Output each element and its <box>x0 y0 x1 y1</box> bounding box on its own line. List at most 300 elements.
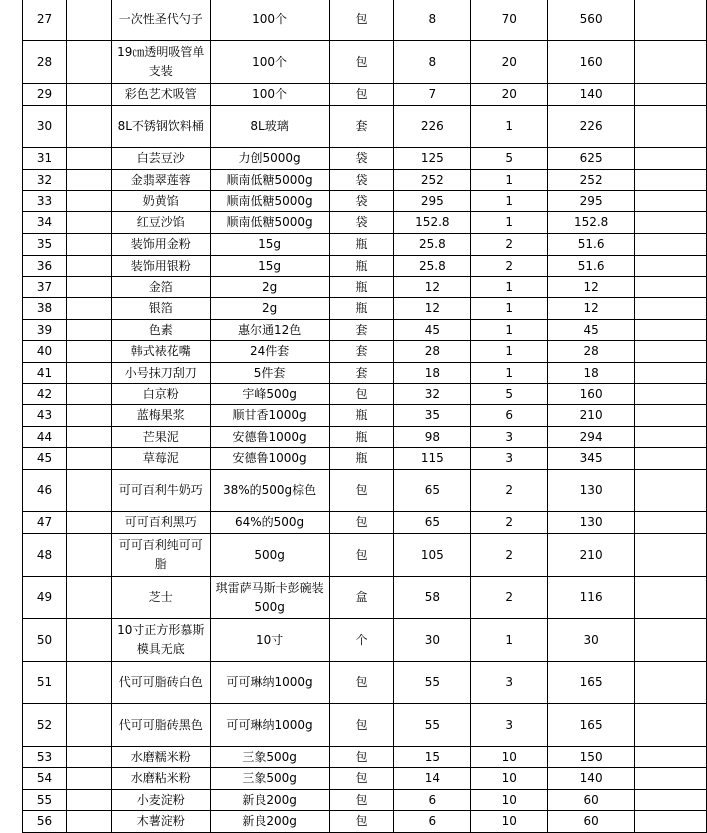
item-unit: 瓶 <box>329 298 394 320</box>
unit-price: 45 <box>394 320 471 341</box>
table-row <box>23 84 707 106</box>
blank-cell <box>66 662 111 704</box>
unit-price: 55 <box>394 662 471 704</box>
item-name: 装饰用银粉 <box>111 256 210 277</box>
item-unit: 包 <box>329 790 394 811</box>
unit-price: 65 <box>394 512 471 534</box>
quantity: 2 <box>471 256 548 277</box>
item-unit: 套 <box>329 341 394 363</box>
remark-cell <box>635 341 707 363</box>
remark-cell <box>635 512 707 534</box>
total-amount: 116 <box>548 577 635 619</box>
total-amount: 252 <box>548 170 635 191</box>
blank-cell <box>66 170 111 191</box>
quantity: 10 <box>471 790 548 811</box>
unit-price: 98 <box>394 427 471 448</box>
unit-price: 15 <box>394 747 471 768</box>
quantity: 1 <box>471 277 548 298</box>
remark-cell <box>635 405 707 427</box>
table-row <box>23 234 707 256</box>
table-row <box>23 448 707 470</box>
total-amount: 210 <box>548 534 635 577</box>
item-name: 10寸正方形慕斯模具无底 <box>111 619 210 662</box>
total-amount: 130 <box>548 470 635 512</box>
item-unit: 包 <box>329 662 394 704</box>
item-spec: 新良200g <box>210 811 329 833</box>
total-amount: 12 <box>548 277 635 298</box>
quantity: 1 <box>471 170 548 191</box>
quantity: 1 <box>471 363 548 384</box>
row-number: 31 <box>23 148 67 170</box>
item-name: 可可百利黑巧 <box>111 512 210 534</box>
quantity: 10 <box>471 768 548 790</box>
item-name: 木薯淀粉 <box>111 811 210 833</box>
unit-price: 125 <box>394 148 471 170</box>
remark-cell <box>635 277 707 298</box>
item-name: 红豆沙馅 <box>111 212 210 234</box>
table-row <box>23 747 707 768</box>
unit-price: 25.8 <box>394 234 471 256</box>
row-number: 43 <box>23 405 67 427</box>
item-spec: 三象500g <box>210 768 329 790</box>
quantity: 1 <box>471 320 548 341</box>
blank-cell <box>66 470 111 512</box>
remark-cell <box>635 619 707 662</box>
remark-cell <box>635 106 707 148</box>
item-name: 芒果泥 <box>111 427 210 448</box>
blank-cell <box>66 234 111 256</box>
quantity: 3 <box>471 662 548 704</box>
item-spec: 15g <box>210 256 329 277</box>
total-amount: 345 <box>548 448 635 470</box>
item-unit: 盒 <box>329 577 394 619</box>
remark-cell <box>635 148 707 170</box>
blank-cell <box>66 790 111 811</box>
quantity: 2 <box>471 512 548 534</box>
row-number: 41 <box>23 363 67 384</box>
blank-cell <box>66 148 111 170</box>
total-amount: 140 <box>548 768 635 790</box>
item-unit: 瓶 <box>329 405 394 427</box>
item-spec: 惠尔通12色 <box>210 320 329 341</box>
remark-cell <box>635 384 707 405</box>
blank-cell <box>66 298 111 320</box>
item-unit: 瓶 <box>329 234 394 256</box>
item-name: 代可可脂砖白色 <box>111 662 210 704</box>
item-unit: 包 <box>329 470 394 512</box>
unit-price: 6 <box>394 811 471 833</box>
item-unit: 袋 <box>329 191 394 212</box>
remark-cell <box>635 41 707 84</box>
unit-price: 226 <box>394 106 471 148</box>
item-spec: 38%的500g棕色 <box>210 470 329 512</box>
unit-price: 115 <box>394 448 471 470</box>
remark-cell <box>635 577 707 619</box>
row-number: 47 <box>23 512 67 534</box>
blank-cell <box>66 212 111 234</box>
unit-price: 252 <box>394 170 471 191</box>
item-spec: 100个 <box>210 41 329 84</box>
table-row <box>23 363 707 384</box>
item-name: 彩色艺术吸管 <box>111 84 210 106</box>
unit-price: 8 <box>394 41 471 84</box>
unit-price: 30 <box>394 619 471 662</box>
total-amount: 165 <box>548 662 635 704</box>
row-number: 33 <box>23 191 67 212</box>
item-spec: 8L玻璃 <box>210 106 329 148</box>
total-amount: 18 <box>548 363 635 384</box>
row-number: 46 <box>23 470 67 512</box>
table-row <box>23 405 707 427</box>
table-row <box>23 170 707 191</box>
remark-cell <box>635 470 707 512</box>
remark-cell <box>635 747 707 768</box>
item-spec: 64%的500g <box>210 512 329 534</box>
item-unit: 袋 <box>329 170 394 191</box>
item-unit: 瓶 <box>329 448 394 470</box>
purchase-table <box>22 0 707 833</box>
total-amount: 294 <box>548 427 635 448</box>
item-name: 一次性圣代勺子 <box>111 0 210 41</box>
table-row <box>23 662 707 704</box>
unit-price: 25.8 <box>394 256 471 277</box>
item-name: 19㎝透明吸管单支装 <box>111 41 210 84</box>
row-number: 34 <box>23 212 67 234</box>
item-name: 代可可脂砖黑色 <box>111 704 210 747</box>
quantity: 1 <box>471 212 548 234</box>
row-number: 51 <box>23 662 67 704</box>
table-row <box>23 341 707 363</box>
remark-cell <box>635 448 707 470</box>
table-row <box>23 148 707 170</box>
blank-cell <box>66 41 111 84</box>
blank-cell <box>66 277 111 298</box>
unit-price: 8 <box>394 0 471 41</box>
remark-cell <box>635 811 707 833</box>
item-spec: 琪雷萨马斯卡彭碗装500g <box>210 577 329 619</box>
total-amount: 45 <box>548 320 635 341</box>
item-spec: 宇峰500g <box>210 384 329 405</box>
item-spec: 100个 <box>210 84 329 106</box>
row-number: 37 <box>23 277 67 298</box>
quantity: 1 <box>471 341 548 363</box>
table-body <box>23 0 707 833</box>
unit-price: 35 <box>394 405 471 427</box>
unit-price: 55 <box>394 704 471 747</box>
total-amount: 130 <box>548 512 635 534</box>
quantity: 5 <box>471 384 548 405</box>
blank-cell <box>66 384 111 405</box>
table-row <box>23 577 707 619</box>
item-name: 小号抹刀刮刀 <box>111 363 210 384</box>
row-number: 50 <box>23 619 67 662</box>
quantity: 1 <box>471 191 548 212</box>
row-number: 36 <box>23 256 67 277</box>
row-number: 55 <box>23 790 67 811</box>
row-number: 49 <box>23 577 67 619</box>
total-amount: 140 <box>548 84 635 106</box>
total-amount: 226 <box>548 106 635 148</box>
unit-price: 28 <box>394 341 471 363</box>
remark-cell <box>635 234 707 256</box>
row-number: 39 <box>23 320 67 341</box>
blank-cell <box>66 577 111 619</box>
item-spec: 安德鲁1000g <box>210 427 329 448</box>
row-number: 40 <box>23 341 67 363</box>
blank-cell <box>66 747 111 768</box>
row-number: 54 <box>23 768 67 790</box>
blank-cell <box>66 534 111 577</box>
item-unit: 套 <box>329 363 394 384</box>
total-amount: 152.8 <box>548 212 635 234</box>
blank-cell <box>66 619 111 662</box>
unit-price: 105 <box>394 534 471 577</box>
item-spec: 15g <box>210 234 329 256</box>
item-name: 可可百利纯可可脂 <box>111 534 210 577</box>
table-row <box>23 212 707 234</box>
item-unit: 袋 <box>329 212 394 234</box>
blank-cell <box>66 768 111 790</box>
row-number: 28 <box>23 41 67 84</box>
unit-price: 32 <box>394 384 471 405</box>
total-amount: 165 <box>548 704 635 747</box>
item-spec: 2g <box>210 277 329 298</box>
item-unit: 包 <box>329 84 394 106</box>
quantity: 2 <box>471 470 548 512</box>
item-spec: 10寸 <box>210 619 329 662</box>
item-name: 白京粉 <box>111 384 210 405</box>
quantity: 20 <box>471 41 548 84</box>
remark-cell <box>635 662 707 704</box>
row-number: 45 <box>23 448 67 470</box>
item-unit: 包 <box>329 768 394 790</box>
total-amount: 30 <box>548 619 635 662</box>
table-row <box>23 768 707 790</box>
blank-cell <box>66 320 111 341</box>
item-name: 金翡翠莲蓉 <box>111 170 210 191</box>
row-number: 32 <box>23 170 67 191</box>
item-unit: 包 <box>329 0 394 41</box>
table-row <box>23 811 707 833</box>
item-name: 金箔 <box>111 277 210 298</box>
total-amount: 625 <box>548 148 635 170</box>
table-row <box>23 0 707 41</box>
row-number: 29 <box>23 84 67 106</box>
item-unit: 包 <box>329 534 394 577</box>
item-unit: 袋 <box>329 148 394 170</box>
item-name: 装饰用金粉 <box>111 234 210 256</box>
quantity: 1 <box>471 106 548 148</box>
item-unit: 瓶 <box>329 427 394 448</box>
unit-price: 12 <box>394 277 471 298</box>
unit-price: 18 <box>394 363 471 384</box>
total-amount: 12 <box>548 298 635 320</box>
item-name: 可可百利牛奶巧 <box>111 470 210 512</box>
item-name: 水磨糯米粉 <box>111 747 210 768</box>
item-spec: 可可琳纳1000g <box>210 704 329 747</box>
table-row <box>23 298 707 320</box>
remark-cell <box>635 790 707 811</box>
total-amount: 51.6 <box>548 234 635 256</box>
table-row <box>23 384 707 405</box>
item-unit: 包 <box>329 384 394 405</box>
item-spec: 顺甘香1000g <box>210 405 329 427</box>
remark-cell <box>635 298 707 320</box>
blank-cell <box>66 191 111 212</box>
quantity: 2 <box>471 234 548 256</box>
table-row <box>23 790 707 811</box>
blank-cell <box>66 704 111 747</box>
item-unit: 套 <box>329 106 394 148</box>
item-spec: 力创5000g <box>210 148 329 170</box>
table-row <box>23 41 707 84</box>
quantity: 10 <box>471 811 548 833</box>
unit-price: 65 <box>394 470 471 512</box>
item-spec: 顺南低糖5000g <box>210 170 329 191</box>
quantity: 20 <box>471 84 548 106</box>
remark-cell <box>635 84 707 106</box>
table-row <box>23 277 707 298</box>
total-amount: 60 <box>548 811 635 833</box>
quantity: 1 <box>471 619 548 662</box>
blank-cell <box>66 811 111 833</box>
item-name: 水磨粘米粉 <box>111 768 210 790</box>
table-row <box>23 470 707 512</box>
remark-cell <box>635 191 707 212</box>
item-spec: 5件套 <box>210 363 329 384</box>
remark-cell <box>635 704 707 747</box>
blank-cell <box>66 512 111 534</box>
remark-cell <box>635 427 707 448</box>
item-spec: 顺南低糖5000g <box>210 191 329 212</box>
table-row <box>23 619 707 662</box>
table-row <box>23 106 707 148</box>
quantity: 2 <box>471 534 548 577</box>
quantity: 3 <box>471 704 548 747</box>
item-spec: 安德鲁1000g <box>210 448 329 470</box>
unit-price: 7 <box>394 84 471 106</box>
remark-cell <box>635 0 707 41</box>
row-number: 38 <box>23 298 67 320</box>
item-spec: 新良200g <box>210 790 329 811</box>
item-spec: 2g <box>210 298 329 320</box>
blank-cell <box>66 448 111 470</box>
blank-cell <box>66 84 111 106</box>
item-unit: 包 <box>329 512 394 534</box>
table-row <box>23 191 707 212</box>
total-amount: 60 <box>548 790 635 811</box>
table-row <box>23 704 707 747</box>
row-number: 56 <box>23 811 67 833</box>
item-spec: 24件套 <box>210 341 329 363</box>
quantity: 70 <box>471 0 548 41</box>
blank-cell <box>66 256 111 277</box>
unit-price: 152.8 <box>394 212 471 234</box>
remark-cell <box>635 534 707 577</box>
total-amount: 295 <box>548 191 635 212</box>
item-name: 草莓泥 <box>111 448 210 470</box>
remark-cell <box>635 768 707 790</box>
quantity: 5 <box>471 148 548 170</box>
item-spec: 100个 <box>210 0 329 41</box>
unit-price: 58 <box>394 577 471 619</box>
row-number: 52 <box>23 704 67 747</box>
remark-cell <box>635 320 707 341</box>
table-row <box>23 427 707 448</box>
item-name: 8L不锈钢饮料桶 <box>111 106 210 148</box>
item-name: 韩式裱花嘴 <box>111 341 210 363</box>
total-amount: 150 <box>548 747 635 768</box>
quantity: 2 <box>471 577 548 619</box>
blank-cell <box>66 427 111 448</box>
table-row <box>23 320 707 341</box>
item-name: 小麦淀粉 <box>111 790 210 811</box>
item-unit: 包 <box>329 704 394 747</box>
quantity: 10 <box>471 747 548 768</box>
remark-cell <box>635 256 707 277</box>
item-unit: 瓶 <box>329 277 394 298</box>
blank-cell <box>66 106 111 148</box>
table-row <box>23 256 707 277</box>
quantity: 1 <box>471 298 548 320</box>
item-name: 蓝梅果浆 <box>111 405 210 427</box>
table-row <box>23 534 707 577</box>
item-unit: 包 <box>329 41 394 84</box>
item-unit: 包 <box>329 747 394 768</box>
item-spec: 可可琳纳1000g <box>210 662 329 704</box>
item-unit: 套 <box>329 320 394 341</box>
item-spec: 顺南低糖5000g <box>210 212 329 234</box>
item-unit: 包 <box>329 811 394 833</box>
remark-cell <box>635 363 707 384</box>
total-amount: 160 <box>548 384 635 405</box>
item-spec: 三象500g <box>210 747 329 768</box>
unit-price: 14 <box>394 768 471 790</box>
item-unit: 个 <box>329 619 394 662</box>
item-name: 奶黄馅 <box>111 191 210 212</box>
item-name: 银箔 <box>111 298 210 320</box>
blank-cell <box>66 405 111 427</box>
quantity: 6 <box>471 405 548 427</box>
item-unit: 瓶 <box>329 256 394 277</box>
row-number: 27 <box>23 0 67 41</box>
row-number: 35 <box>23 234 67 256</box>
item-spec: 500g <box>210 534 329 577</box>
row-number: 30 <box>23 106 67 148</box>
total-amount: 210 <box>548 405 635 427</box>
item-name: 白芸豆沙 <box>111 148 210 170</box>
quantity: 3 <box>471 427 548 448</box>
blank-cell <box>66 341 111 363</box>
row-number: 44 <box>23 427 67 448</box>
quantity: 3 <box>471 448 548 470</box>
table-row <box>23 512 707 534</box>
row-number: 53 <box>23 747 67 768</box>
blank-cell <box>66 0 111 41</box>
unit-price: 295 <box>394 191 471 212</box>
row-number: 42 <box>23 384 67 405</box>
item-name: 色素 <box>111 320 210 341</box>
item-name: 芝士 <box>111 577 210 619</box>
total-amount: 51.6 <box>548 256 635 277</box>
total-amount: 160 <box>548 41 635 84</box>
total-amount: 28 <box>548 341 635 363</box>
unit-price: 12 <box>394 298 471 320</box>
blank-cell <box>66 363 111 384</box>
unit-price: 6 <box>394 790 471 811</box>
remark-cell <box>635 170 707 191</box>
total-amount: 560 <box>548 0 635 41</box>
